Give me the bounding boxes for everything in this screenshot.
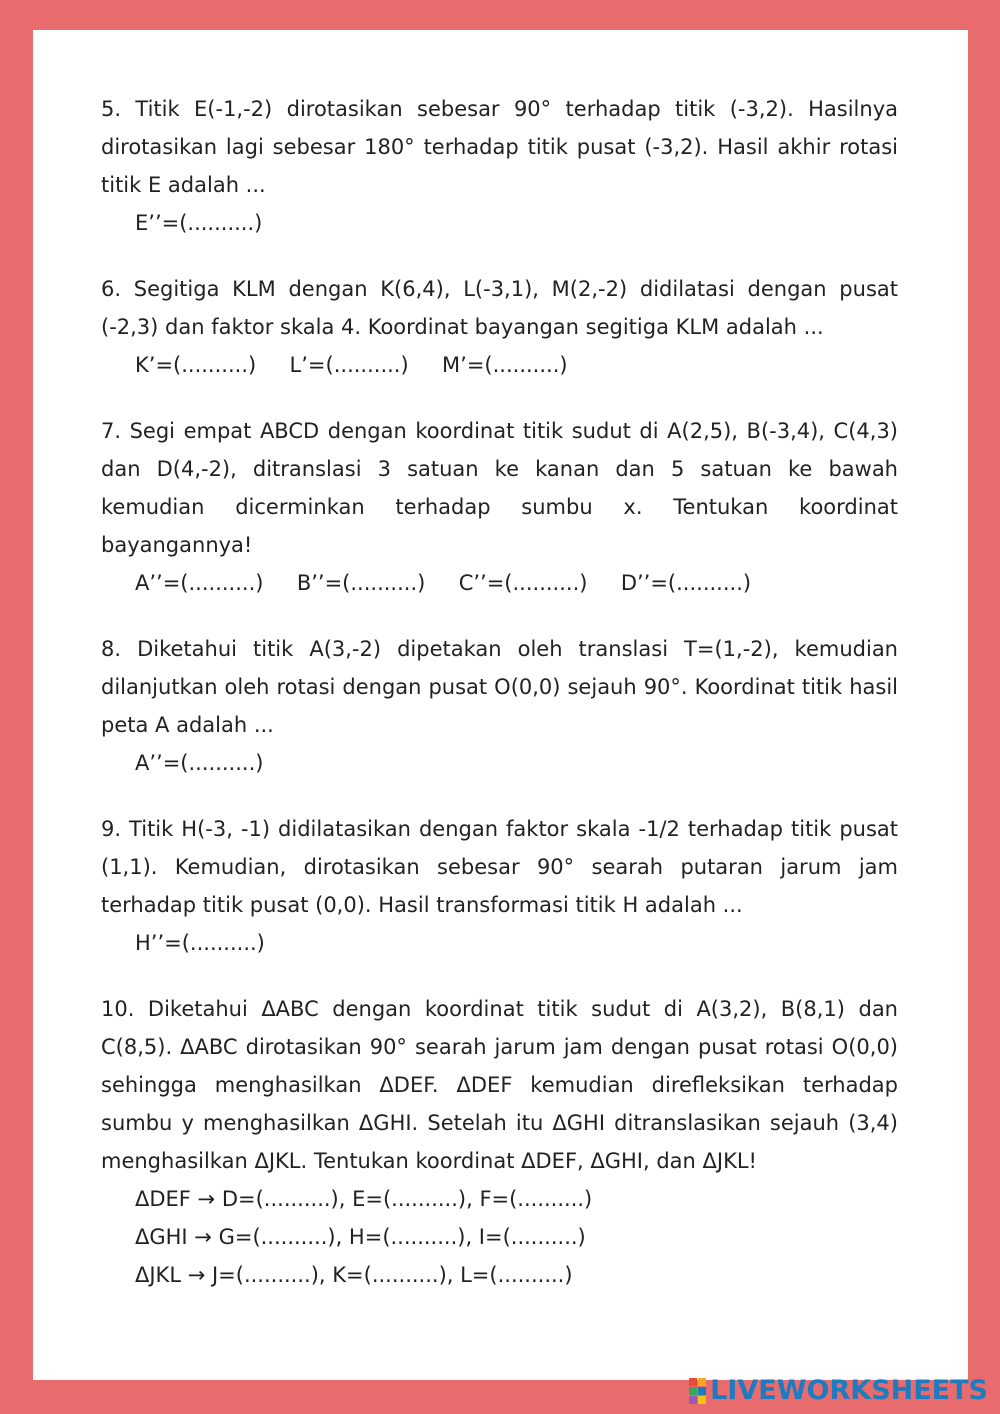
- answer-blank[interactable]: E’’=(..........): [135, 211, 263, 235]
- answer-blank[interactable]: K’=(..........) L’=(..........) M’=(..........): [135, 353, 568, 377]
- brand-name: LIVEWORKSHEETS: [710, 1375, 988, 1406]
- worksheet-page: [33, 30, 968, 1380]
- question-text: 8. Diketahui titik A(3,-2) dipetakan oleh translasi T=(1,-2), kemudian dilanjutkan oleh rotasi dengan pusat O(0,0) sejauh 90°. Koordinat titik hasil peta A adalah ...: [101, 637, 898, 737]
- question-text: 5. Titik E(-1,-2) dirotasikan sebesar 90° terhadap titik (-3,2). Hasilnya dirotasikan lagi sebesar 180° terhadap titik pusat (-3,2). Hasil akhir rotasi titik E adalah ...: [101, 97, 898, 197]
- question-5: [101, 90, 898, 242]
- answer-blank[interactable]: H’’=(..........): [135, 931, 265, 955]
- question-text: 7. Segi empat ABCD dengan koordinat titik sudut di A(2,5), B(-3,4), C(4,3) dan D(4,-2), ditranslasi 3 satuan ke kanan dan 5 satuan ke bawah kemudian dicerminkan terhadap sumbu x. Tentukan koordinat bayangannya!: [101, 419, 898, 557]
- question-text: 6. Segitiga KLM dengan K(6,4), L(-3,1), M(2,-2) didilatasi dengan pusat (-2,3) dan faktor skala 4. Koordinat bayangan segitiga KLM adalah ...: [101, 277, 898, 339]
- liveworksheets-logo[interactable]: [689, 1375, 988, 1406]
- answer-blank-ghi[interactable]: ΔGHI → G=(..........), H=(..........), I=(..........): [135, 1225, 586, 1249]
- question-list: [101, 90, 898, 1322]
- answer-blank[interactable]: A’’=(..........): [135, 751, 264, 775]
- question-text: 10. Diketahui ΔABC dengan koordinat titik sudut di A(3,2), B(8,1) dan C(8,5). ΔABC dirotasikan 90° searah jarum jam dengan pusat rotasi O(0,0) sehingga menghasilkan ΔDEF. ΔDEF kemudian direfleksikan terhadap sumbu y menghasilkan ΔGHI. Setelah itu ΔGHI ditranslasikan sejauh (3,4) menghasilkan ΔJKL. Tentukan koordinat ΔDEF, ΔGHI, dan ΔJKL!: [101, 997, 898, 1173]
- answer-blank-jkl[interactable]: ΔJKL → J=(..........), K=(..........), L=(..........): [135, 1263, 573, 1287]
- question-10: [101, 990, 898, 1294]
- answer-blank-def[interactable]: ΔDEF → D=(..........), E=(..........), F=(..........): [135, 1187, 593, 1211]
- question-9: [101, 810, 898, 962]
- answer-blank[interactable]: A’’=(..........) B’’=(..........) C’’=(..........) D’’=(..........): [135, 571, 752, 595]
- question-7: [101, 412, 898, 602]
- question-text: 9. Titik H(-3, -1) didilatasikan dengan faktor skala -1/2 terhadap titik pusat (1,1). Kemudian, dirotasikan sebesar 90° searah putaran jarum jam terhadap titik pusat (0,0). Hasil transformasi titik H adalah ...: [101, 817, 898, 917]
- liveworksheets-logo-icon: [689, 1378, 706, 1404]
- question-6: [101, 270, 898, 384]
- question-8: [101, 630, 898, 782]
